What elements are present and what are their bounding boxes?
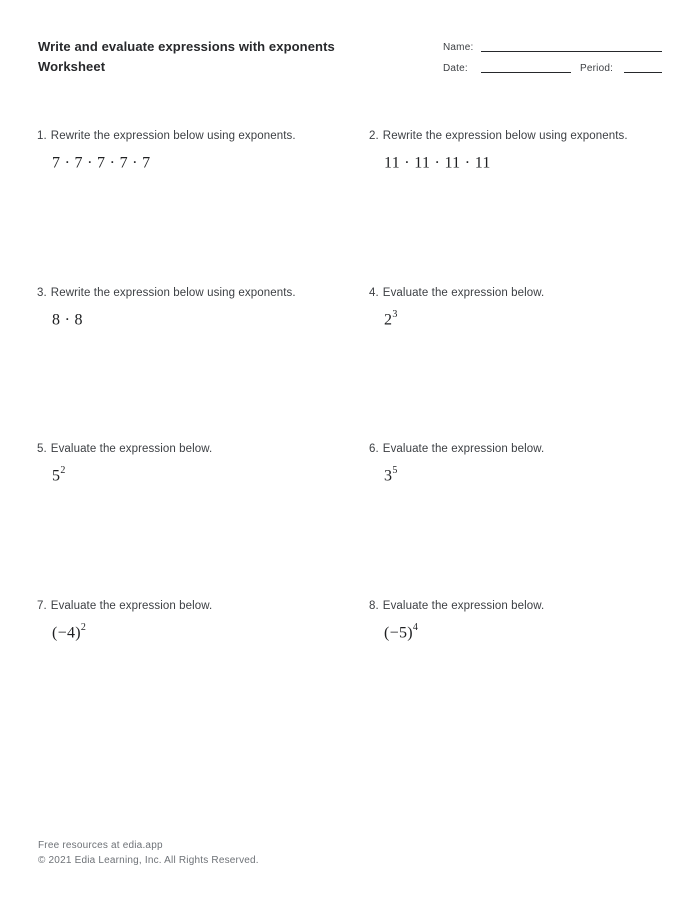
- problem-7-expression: [52, 623, 347, 642]
- problem-3-base: 8 · 8: [52, 311, 83, 329]
- problem-5-exponent: 2: [60, 465, 66, 476]
- problem-2-text: Rewrite the expression below using exponents.: [382, 130, 628, 142]
- problem-6-text: Evaluate the expression below.: [382, 443, 545, 455]
- problem-4-exponent: 3: [392, 309, 398, 320]
- problem-3: [37, 285, 347, 329]
- name-input-line[interactable]: [481, 51, 662, 52]
- problem-4-text: Evaluate the expression below.: [382, 287, 545, 299]
- problem-8-base: (−5): [384, 624, 413, 642]
- problem-8-number: 8.: [369, 600, 379, 612]
- footer-resources-line: Free resources at edia.app: [38, 840, 163, 851]
- problem-4-base: 2: [384, 311, 393, 329]
- problem-7-prompt: [37, 598, 347, 614]
- period-label: Period:: [580, 63, 614, 74]
- date-input-line[interactable]: [481, 72, 571, 73]
- problem-6-base: 3: [384, 467, 393, 485]
- problem-8-exponent: 4: [412, 622, 418, 633]
- problem-8-text: Evaluate the expression below.: [382, 600, 545, 612]
- problem-3-text: Rewrite the expression below using exponents.: [50, 287, 296, 299]
- date-label: Date:: [443, 63, 468, 74]
- problem-1-number: 1.: [37, 130, 47, 142]
- problem-1-base: 7 · 7 · 7 · 7 · 7: [52, 154, 151, 172]
- problem-1: [37, 128, 347, 172]
- page-footer: [38, 839, 259, 868]
- problem-5: [37, 441, 347, 485]
- problem-1-expression: [52, 153, 347, 172]
- problem-1-prompt: [37, 128, 347, 144]
- problem-7-text: Evaluate the expression below.: [50, 600, 213, 612]
- problem-6-exponent: 5: [392, 465, 398, 476]
- problem-3-number: 3.: [37, 287, 47, 299]
- period-input-line[interactable]: [624, 72, 662, 73]
- name-label: Name:: [443, 42, 474, 53]
- footer-copyright-line: © 2021 Edia Learning, Inc. All Rights Reserved.: [38, 854, 259, 866]
- problem-4-expression: [384, 310, 679, 329]
- problem-6-number: 6.: [369, 443, 379, 455]
- problem-2-base: 11 · 11 · 11 · 11: [384, 154, 491, 172]
- problem-8-expression: [384, 623, 679, 642]
- page-title: [38, 37, 335, 77]
- problem-8: [369, 598, 679, 642]
- problem-2: [369, 128, 679, 172]
- problem-2-prompt: [369, 128, 679, 144]
- problem-4: [369, 285, 679, 329]
- problem-5-text: Evaluate the expression below.: [50, 443, 213, 455]
- problem-4-prompt: [369, 285, 679, 301]
- problem-7-base: (−4): [52, 624, 81, 642]
- problem-6: [369, 441, 679, 485]
- problem-7-exponent: 2: [80, 622, 86, 633]
- problem-2-expression: [384, 153, 679, 172]
- problem-5-base: 5: [52, 467, 61, 485]
- problem-4-number: 4.: [369, 287, 379, 299]
- page-title-line2: Worksheet: [38, 59, 106, 74]
- problem-7-number: 7.: [37, 600, 47, 612]
- problem-3-expression: [52, 310, 347, 329]
- problem-6-prompt: [369, 441, 679, 457]
- problem-8-prompt: [369, 598, 679, 614]
- problem-7: [37, 598, 347, 642]
- page-title-line1: Write and evaluate expressions with exponents: [38, 39, 335, 54]
- problem-5-prompt: [37, 441, 347, 457]
- problem-2-number: 2.: [369, 130, 379, 142]
- problem-5-expression: [52, 466, 347, 485]
- problem-3-prompt: [37, 285, 347, 301]
- problem-6-expression: [384, 466, 679, 485]
- problem-5-number: 5.: [37, 443, 47, 455]
- problem-1-text: Rewrite the expression below using exponents.: [50, 130, 296, 142]
